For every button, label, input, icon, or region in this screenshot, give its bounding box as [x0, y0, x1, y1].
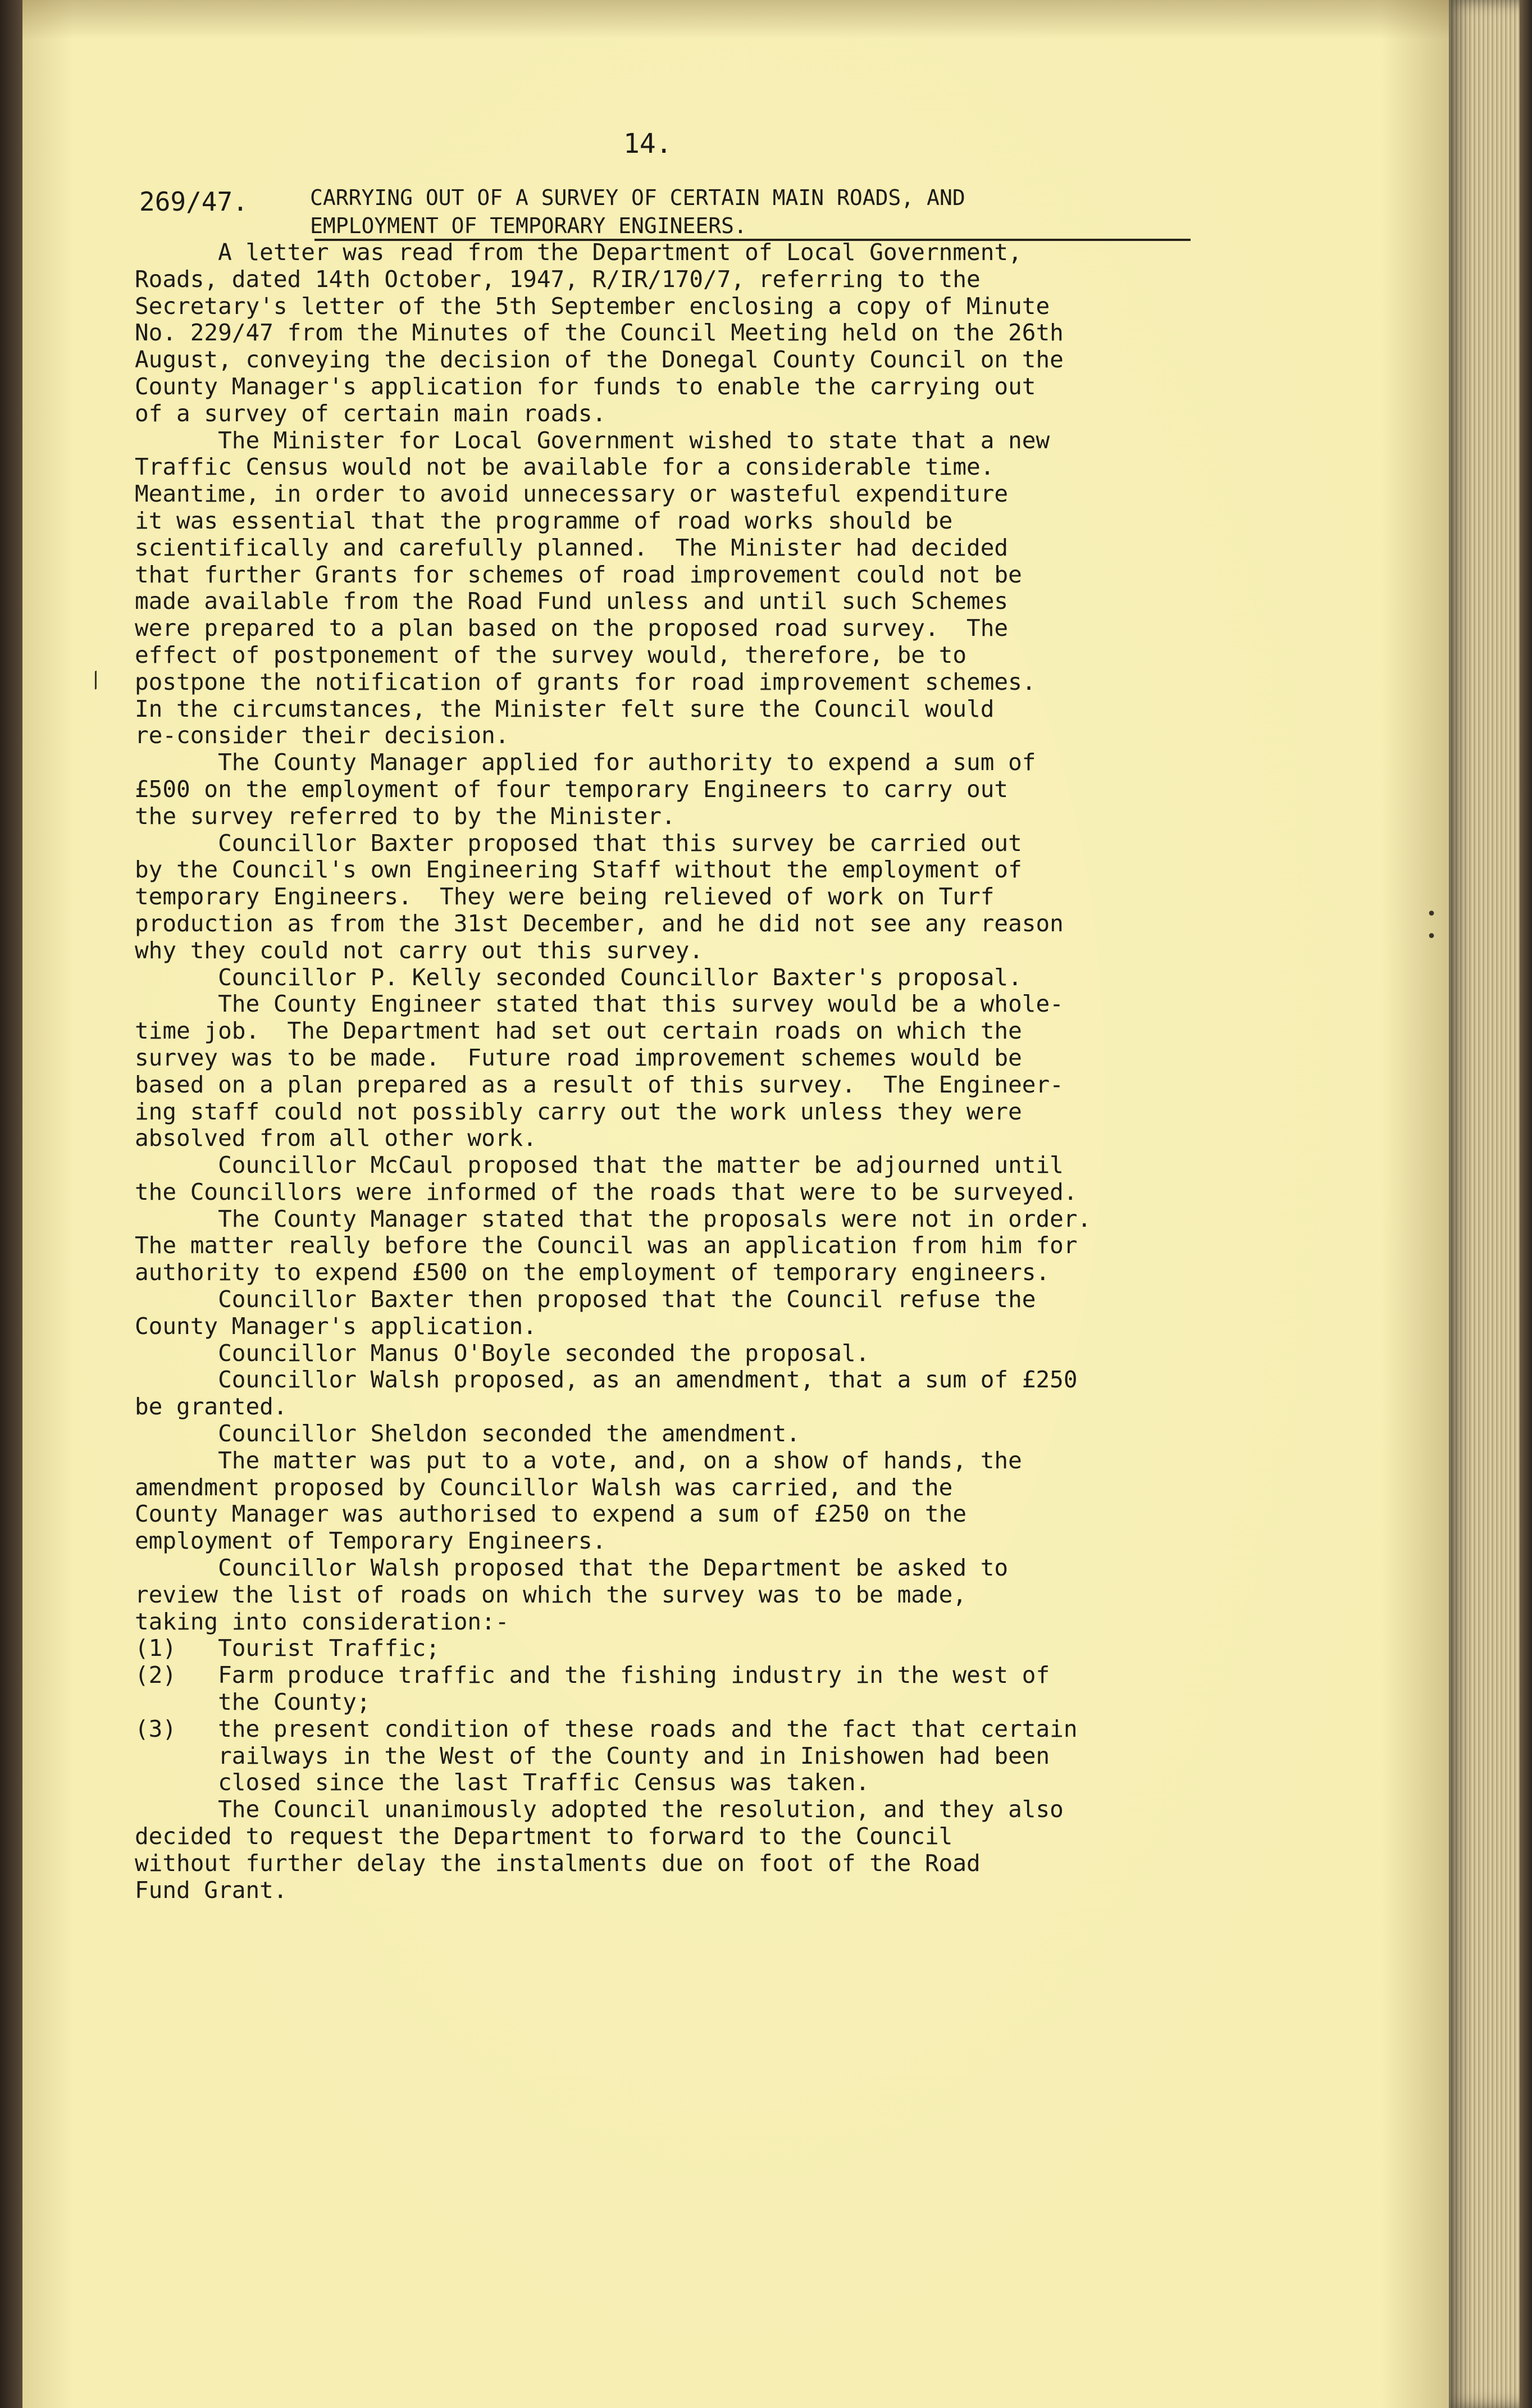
text-line: closed since the last Traffic Census was taken. — [135, 1769, 870, 1796]
minute-reference: 269/47. — [139, 186, 248, 217]
text-line: Traffic Census would not be available for a considerable time. — [135, 453, 995, 481]
document-page — [22, 0, 1449, 2408]
text-line: Councillor Baxter proposed that this survey be carried out — [135, 829, 1022, 857]
text-line: of a survey of certain main roads. — [135, 399, 607, 427]
text-line: based on a plan prepared as a result of this survey. The Engineer- — [135, 1071, 1064, 1098]
text-line: (2) Farm produce traffic and the fishing industry in the west of — [135, 1662, 1050, 1689]
text-line: production as from the 31st December, and he did not see any reason — [135, 909, 1064, 937]
section-heading-line-2: EMPLOYMENT OF TEMPORARY ENGINEERS. — [310, 213, 747, 238]
text-line: Councillor McCaul proposed that the matter be adjourned until — [135, 1151, 1064, 1179]
book-page-edges — [1449, 0, 1532, 2408]
text-line: were prepared to a plan based on the proposed road survey. The — [135, 614, 1009, 642]
text-line: August, conveying the decision of the Donegal County Council on the — [135, 346, 1064, 374]
text-line: County Manager was authorised to expend a sum of £250 on the — [135, 1500, 967, 1528]
text-line: The matter was put to a vote, and, on a show of hands, the — [135, 1446, 1022, 1474]
text-line: amendment proposed by Councillor Walsh was carried, and the — [135, 1473, 953, 1501]
text-line: railways in the West of the County and in Inishowen had been — [135, 1742, 1050, 1769]
book-spine-shadow — [0, 0, 22, 2408]
text-line: (3) the present condition of these roads and the fact that certain — [135, 1715, 1078, 1742]
section-heading-line-1: CARRYING OUT OF A SURVEY OF CERTAIN MAIN ROADS, AND — [310, 185, 965, 210]
text-line: made available from the Road Fund unless and until such Schemes — [135, 588, 1009, 615]
text-line: The County Manager applied for authority to expend a sum of — [135, 749, 1036, 776]
text-line: effect of postponement of the survey would, therefore, be to — [135, 641, 967, 668]
text-line: In the circumstances, the Minister felt sure the Council would — [135, 695, 995, 722]
text-line: Secretary's letter of the 5th September enclosing a copy of Minute — [135, 292, 1050, 320]
text-line: Councillor Walsh proposed that the Department be asked to — [135, 1554, 1009, 1582]
text-line: it was essential that the programme of road works should be — [135, 507, 953, 534]
text-line: Councillor Sheldon seconded the amendment. — [135, 1420, 800, 1447]
text-line: the survey referred to by the Minister. — [135, 802, 676, 830]
text-line: taking into consideration:- — [135, 1608, 509, 1635]
page-number: 14. — [623, 128, 672, 160]
text-line: The matter really before the Council was an application from him for — [135, 1232, 1078, 1259]
margin-dot-mark: • — [1426, 904, 1437, 924]
text-line: employment of Temporary Engineers. — [135, 1527, 607, 1555]
margin-dot-mark: • — [1426, 927, 1437, 946]
text-line: The Council unanimously adopted the resolution, and they also — [135, 1796, 1064, 1823]
text-line: ing staff could not possibly carry out the work unless they were — [135, 1098, 1022, 1125]
text-line: by the Council's own Engineering Staff without the employment of — [135, 856, 1022, 884]
text-line: that further Grants for schemes of road improvement could not be — [135, 561, 1022, 588]
text-line: postpone the notification of grants for road improvement schemes. — [135, 668, 1036, 695]
text-line: County Manager's application. — [135, 1312, 537, 1340]
text-line: re-consider their decision. — [135, 722, 509, 749]
text-line: Councillor P. Kelly seconded Councillor Baxter's proposal. — [135, 963, 1022, 991]
margin-pencil-mark: / — [85, 667, 107, 693]
text-line: be granted. — [135, 1393, 288, 1421]
text-line: Fund Grant. — [135, 1876, 288, 1904]
text-line: review the list of roads on which the survey was to be made, — [135, 1581, 967, 1608]
text-line: the Councillors were informed of the roads that were to be surveyed. — [135, 1178, 1078, 1205]
text-line: The Minister for Local Government wished to state that a new — [135, 426, 1050, 454]
text-line: No. 229/47 from the Minutes of the Council Meeting held on the 26th — [135, 319, 1064, 347]
text-line: scientifically and carefully planned. The Minister had decided — [135, 534, 1009, 561]
text-line: Roads, dated 14th October, 1947, R/IR/170/7, referring to the — [135, 265, 981, 293]
text-line: authority to expend £500 on the employment of temporary engineers. — [135, 1259, 1050, 1286]
text-line: A letter was read from the Department of Local Government, — [135, 239, 1022, 266]
text-line: why they could not carry out this survey. — [135, 936, 704, 964]
text-line: Meantime, in order to avoid unnecessary or wasteful expenditure — [135, 480, 1009, 508]
minutes-body-text — [135, 239, 1314, 1904]
text-line: County Manager's application for funds to enable the carrying out — [135, 372, 1036, 400]
text-line: the County; — [135, 1688, 371, 1716]
text-line: absolved from all other work. — [135, 1125, 537, 1152]
text-line: The County Manager stated that the proposals were not in order. — [135, 1205, 1092, 1232]
text-line: time job. The Department had set out certain roads on which the — [135, 1017, 1022, 1045]
text-line: without further delay the instalments due on foot of the Road — [135, 1849, 981, 1877]
text-line: decided to request the Department to forward to the Council — [135, 1823, 953, 1850]
text-line: Councillor Walsh proposed, as an amendment, that a sum of £250 — [135, 1366, 1078, 1394]
text-line: £500 on the employment of four temporary Engineers to carry out — [135, 775, 1009, 803]
text-line: (1) Tourist Traffic; — [135, 1635, 440, 1662]
text-line: Councillor Baxter then proposed that the Council refuse the — [135, 1286, 1036, 1313]
text-line: survey was to be made. Future road improvement schemes would be — [135, 1044, 1022, 1071]
text-line: The County Engineer stated that this survey would be a whole- — [135, 990, 1064, 1018]
text-line: Councillor Manus O'Boyle seconded the proposal. — [135, 1339, 870, 1367]
text-line: temporary Engineers. They were being relieved of work on Turf — [135, 883, 995, 911]
